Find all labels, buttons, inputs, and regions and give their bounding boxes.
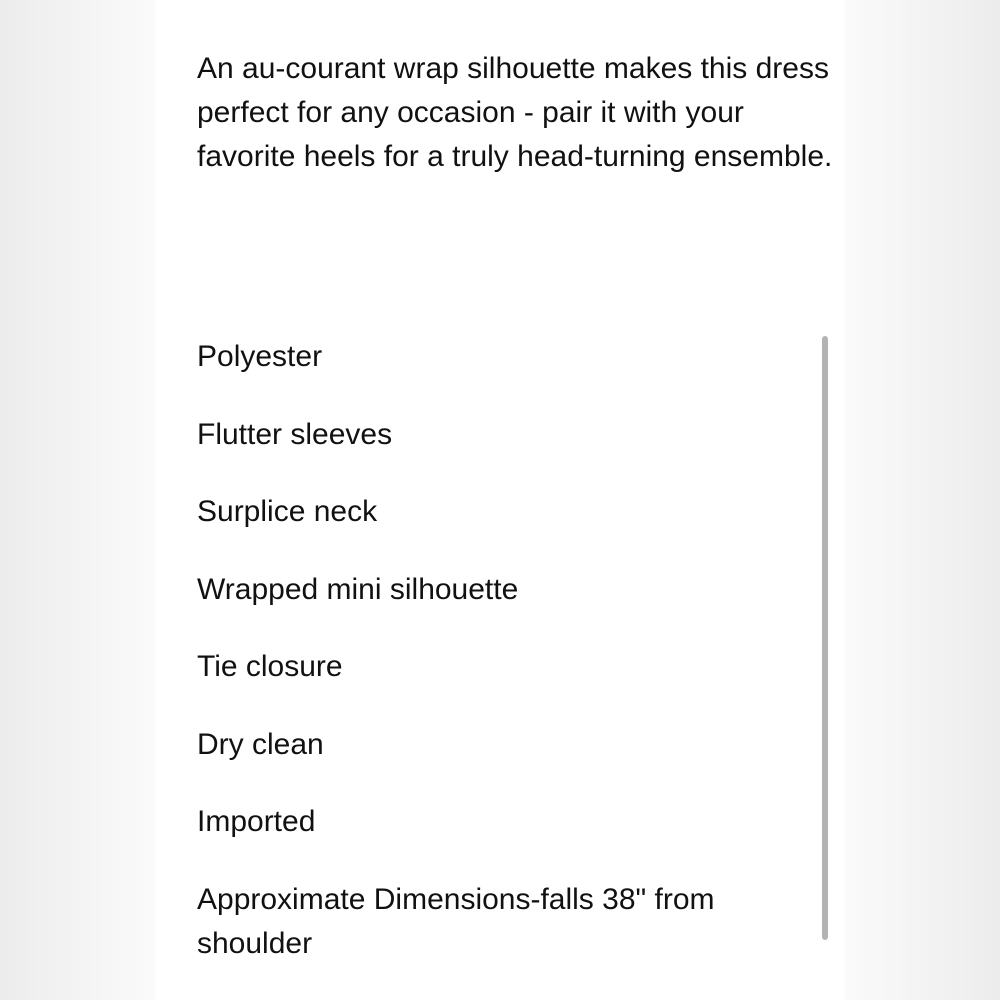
detail-item-origin: Imported [197, 805, 316, 838]
detail-item-silhouette: Wrapped mini silhouette [197, 572, 519, 606]
detail-item-dimensions: Approximate Dimensions-falls 38" from shoulder [197, 882, 715, 960]
detail-item-sleeves: Flutter sleeves [197, 417, 393, 451]
detail-item-material: Polyester [197, 340, 323, 373]
product-details-list [197, 335, 797, 999]
product-description-panel [155, 0, 845, 1000]
detail-item-neckline: Surplice neck [197, 495, 378, 528]
product-description: An au-courant wrap silhouette makes this dress perfect for any occasion - pair it with your favorite heels for a truly head-turning ensemble. [197, 52, 833, 173]
detail-item-care: Dry clean [197, 727, 324, 761]
detail-item-closure: Tie closure [197, 650, 343, 683]
scrollbar[interactable] [822, 336, 828, 940]
